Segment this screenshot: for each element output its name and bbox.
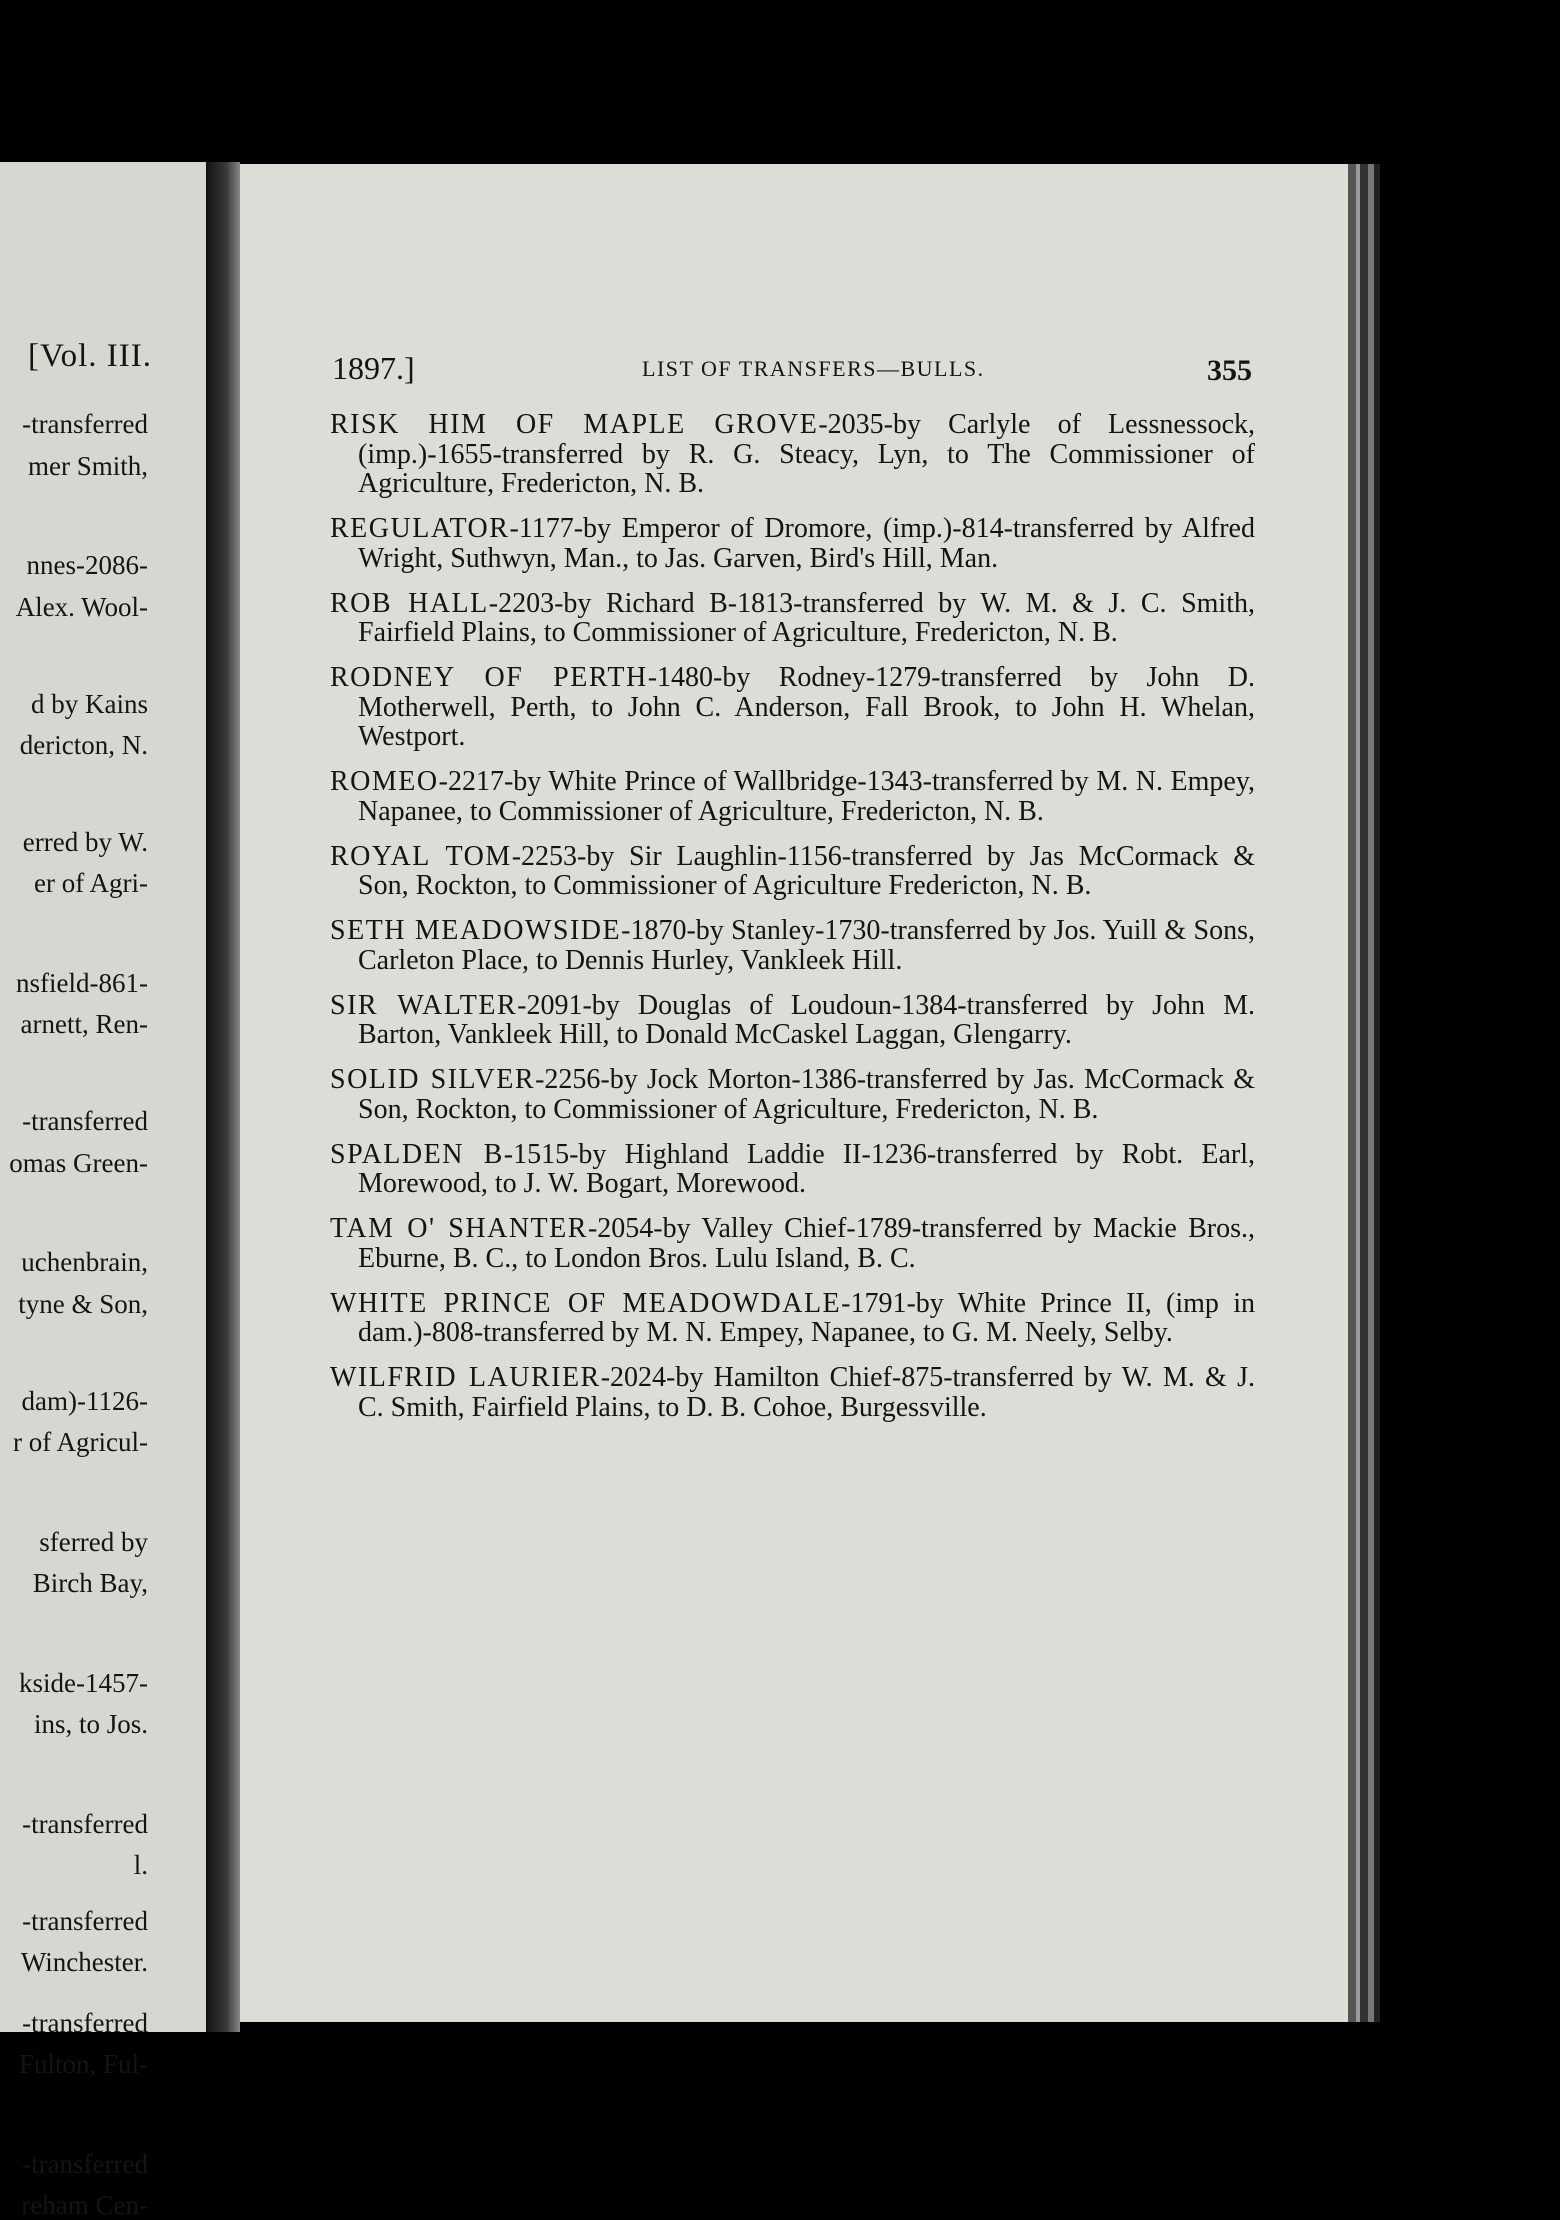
left-page-line: er of Agri- [34,868,148,899]
left-page [0,162,210,2220]
bull-name: WHITE PRINCE OF MEADOWDALE [330,1287,842,1319]
transfer-details: -1177-by Emperor of Dromore, (imp.)-814-transferred by Alfred Wright, Suthwyn, Man., to Jas. Garven, Bird's Hill, Man. [358,513,1255,574]
left-page-header: [Vol. III. [28,338,152,374]
left-page-line: dericton, N. [19,730,148,760]
bull-name: ROYAL TOM [330,840,512,872]
transfer-entry [330,1214,1255,1273]
bull-name: RODNEY OF PERTH [330,662,648,693]
bull-name: SETH MEADOWSIDE [330,915,622,946]
transfer-details: -2203-by Richard B-1813-transferred by W. M. & J. C. Smith, Fairfield Plains, to Commissioner of Agriculture, Fredericton, N. B. [358,587,1255,648]
bull-name: ROB HALL [330,587,489,619]
transfer-details: -1870-by Stanley-1730-transferred by Jos. Yuill & Sons, Carleton Place, to Dennis Hurley, Vankleek Hill. [358,915,1255,976]
transfer-details: -1515-by Highland Laddie II-1236-transferred by Robt. Earl, Morewood, to J. W. Bogart, Morewood. [358,1138,1255,1199]
left-page-line: nnes-2086- [26,550,148,581]
transfer-entry [330,916,1255,975]
transfer-list [330,410,1255,1438]
left-page-line: -transferred [22,2007,148,2038]
transfer-entry [330,1363,1255,1422]
left-page-line: erred by W. [22,826,148,857]
transfer-details: -2256-by Jock Morton-1386-transferred by Jas. McCormack & Son, Rockton, to Commissioner of Agriculture, Fredericton, N. B. [358,1064,1255,1125]
left-page-line: kside-1457- [19,1667,148,1698]
left-page-line: -transferred [22,2148,148,2179]
transfer-entry [330,1289,1255,1348]
transfer-entry [330,842,1255,901]
left-page-line: Winchester. [20,1947,148,1978]
bull-name: WILFRID LAURIER [330,1362,601,1393]
bull-name: SIR WALTER [330,989,518,1021]
left-page-line: l. [133,1850,148,1881]
left-page-line: reham Cen- [21,2190,148,2220]
bull-name: RISK HIM OF MAPLE GROVE [330,409,819,440]
transfer-entry [330,1065,1255,1124]
transfer-details: -2035-by Carlyle of Lessnessock, (imp.)-1655-transferred by R. G. Steacy, Lyn, to The Commissioner of Agriculture, Fredericton, N. B. [358,409,1255,499]
left-page-line: sferred by [39,1526,148,1557]
transfer-details: -1480-by Rodney-1279-transferred by John D. Motherwell, Perth, to John C. Anderson, Fall Brook, to John H. Whelan, Westport. [358,662,1255,752]
transfer-entry [330,663,1255,752]
transfer-entry [330,1140,1255,1199]
transfer-entry [330,991,1255,1050]
left-page-line: arnett, Ren- [20,1009,148,1040]
left-page-line: -transferred [22,1106,148,1137]
left-page-line: nsfield-861- [16,967,148,998]
transfer-details: -1791-by White Prince II, (imp in dam.)-808-transferred by M. N. Empey, Napanee, to G. M. Neely, Selby. [358,1287,1255,1348]
left-page-line: Fulton, Ful- [18,2049,148,2080]
left-page-line: uchenbrain, [21,1247,148,1278]
left-page-line: tyne & Son, [18,1288,148,1319]
right-page [240,164,1356,2022]
transfer-entry [330,410,1255,499]
running-head-year: 1897.] [332,350,415,386]
bull-name: SPALDEN B [330,1138,504,1170]
bull-name: ROMEO [330,766,439,797]
left-page-line: ins, to Jos. [33,1709,148,1740]
bull-name: SOLID SILVER [330,1064,536,1095]
left-page-line: -transferred [22,1808,148,1839]
transfer-entry [330,589,1255,648]
page-number: 355 [1207,354,1252,387]
transfer-details: -2091-by Douglas of Loudoun-1384-transferred by John M. Barton, Vankleek Hill, to Donald McCaskel Laggan, Glengarry. [358,989,1255,1050]
running-head-title: LIST OF TRANSFERS—BULLS. [642,356,985,381]
transfer-details: -2253-by Sir Laughlin-1156-transferred by Jas McCormack & Son, Rockton, to Commissioner of Agriculture Fredericton, N. B. [358,840,1255,901]
left-page-line: mer Smith, [28,450,148,481]
left-page-line: dam)-1126- [21,1385,148,1416]
left-page-line: -transferred [22,1905,148,1936]
left-page-line: omas Green- [9,1147,148,1178]
left-page-line: Birch Bay, [32,1568,148,1599]
left-page-line: -transferred [22,409,148,440]
transfer-details: -2217-by White Prince of Wallbridge-1343-transferred by M. N. Empey, Napanee, to Commissioner of Agriculture, Fredericton, N. B. [358,766,1255,827]
transfer-details: -2054-by Valley Chief-1789-transferred by Mackie Bros., Eburne, B. C., to London Bros. Lulu Island, B. C. [358,1213,1255,1274]
left-page-line: d by Kains [31,688,148,719]
bull-name: REGULATOR [330,513,510,544]
running-head [332,350,1252,390]
left-page-line: r of Agricul- [13,1427,148,1458]
transfer-entry [330,767,1255,826]
transfer-entry [330,514,1255,573]
left-page-line: Alex. Wool- [15,591,148,622]
book-spine [206,162,240,2032]
bull-name: TAM O' SHANTER [330,1213,588,1244]
transfer-details: -2024-by Hamilton Chief-875-transferred by W. M. & J. C. Smith, Fairfield Plains, to D. B. Cohoe, Burgessville. [358,1362,1255,1423]
